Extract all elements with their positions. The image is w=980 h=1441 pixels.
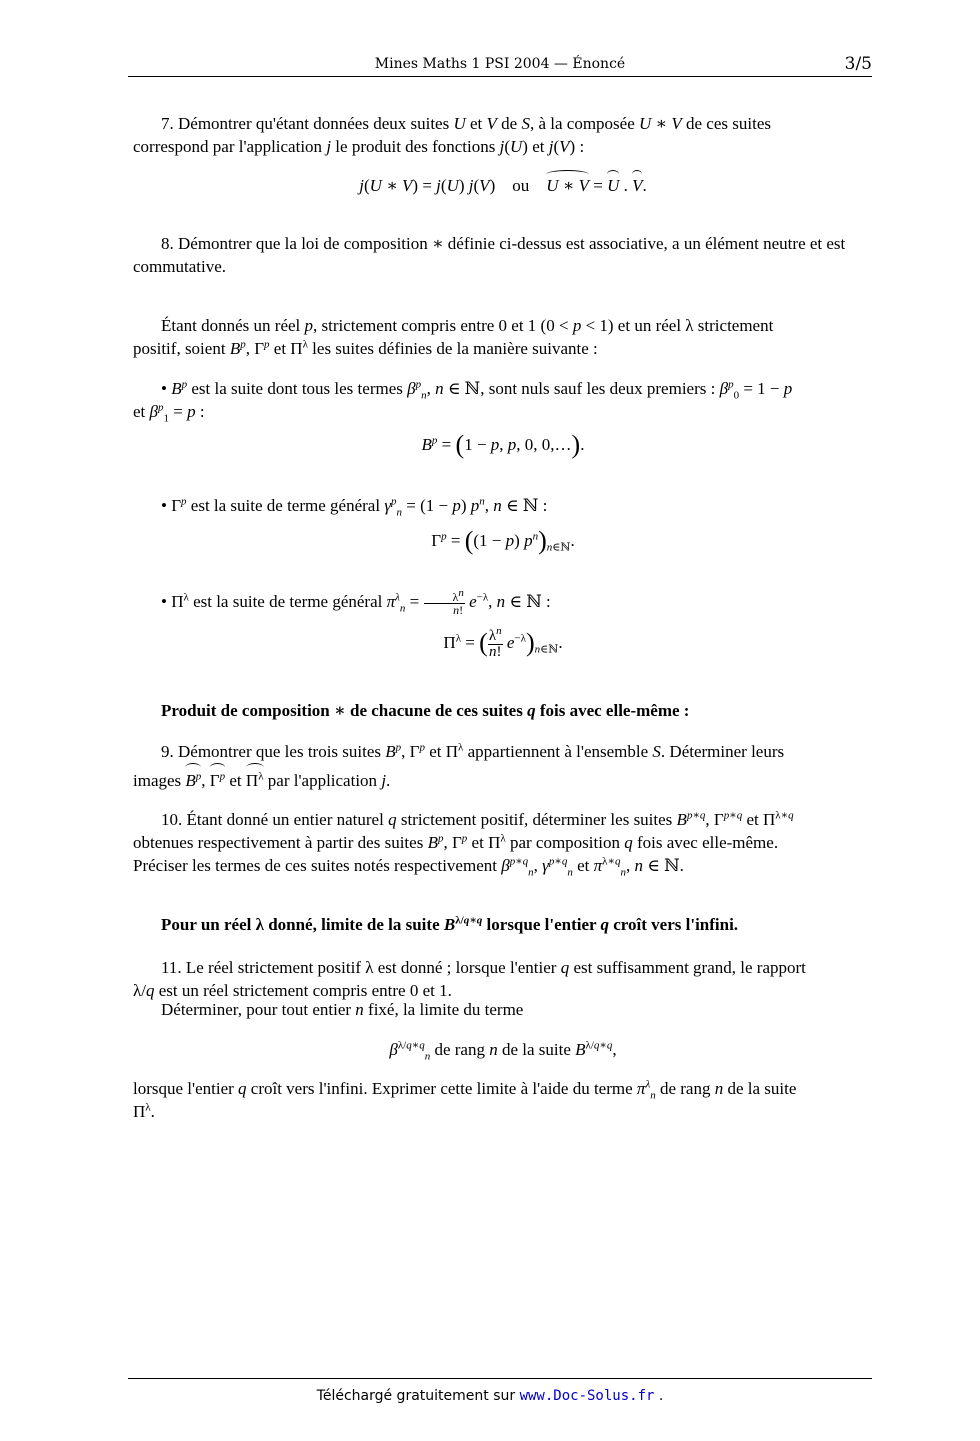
footer-link[interactable]: www.Doc-Solus.fr (519, 1388, 655, 1404)
question-11-line5: $\Pi^\lambda$. (133, 1101, 155, 1121)
question-8: 8. Démontrer que la loi de composition ∗ définie ci-dessus est associative, a un élément neutre et est commutative. (133, 234, 846, 276)
question-11: 11. Le réel strictement positif λ est donné ; lorsque l'entier q est suffisamment grand, le rapport (161, 958, 806, 977)
formula-11: $\beta^{\lambda/q∗q}_n$ de rang n de la suite $B^{\lambda/q∗q}$, (389, 1039, 617, 1063)
question-11-line3: Déterminer, pour tout entier n fixé, la limite du terme (161, 1000, 524, 1019)
page-header (128, 54, 872, 77)
question-7-line2: correspond par l'application j le produit des fonctions j(U) et j(V) : (133, 137, 585, 156)
question-9-line2: images $B^p$, $\Gamma^p$ et $\Pi^\lambda$ par l'application j. (133, 770, 391, 790)
question-9: 9. Démontrer que les trois suites $B^p$, $\Gamma^p$ et $\Pi^\lambda$ appartiennent à l'ensemble S. Déterminer leurs (161, 741, 785, 761)
question-10-line3: Préciser les termes de ces suites notés respectivement $\beta^{p∗q}_n$, $\gamma^{p∗q}_n$ et $\pi^{\lambda∗q}_n$, n ∈ ℕ. (133, 855, 684, 879)
bullet-bp-line2: et $\beta^p_1 = p$ : (133, 401, 205, 425)
section-heading-composition: Produit de composition ∗ de chacune de ces suites q fois avec elle-même : (161, 701, 690, 720)
bullet-bp: • $B^p$ est la suite dont tous les termes $\beta^p_n$, n ∈ ℕ, sont nuls sauf les deux premiers : $\beta^p_0 = 1 - p$ (161, 378, 793, 402)
question-7: 7. Démontrer qu'étant données deux suites U et V de S, à la composée U ∗ V de ces suites (161, 114, 771, 133)
header-title: Mines Maths 1 PSI 2004 — Énoncé (374, 56, 626, 72)
bullet-gamma: • $\Gamma^p$ est la suite de terme général $\gamma^p_n = (1 - p)$ $p^n$, n ∈ ℕ : (161, 495, 548, 519)
page-footer (0, 1388, 980, 1404)
formula-7: j(U ∗ V) = j(U) j(V) ou U ∗ V = U . V. (359, 176, 647, 195)
formula-pi: $\Pi^\lambda$ = ( $\frac{\lambda^n}{n!}$ $e^{-\lambda})_{n\in ℕ}$. (443, 624, 563, 660)
question-11-line2: λ/q est un réel strictement compris entre 0 et 1. (133, 981, 452, 1000)
footer-end: . (654, 1388, 664, 1404)
intro-paragraph: Étant donnés un réel p, strictement compris entre 0 et 1 (0 < p < 1) et un réel λ strictement (161, 316, 774, 335)
question-11-line4: lorsque l'entier q croît vers l'infini. Exprimer cette limite à l'aide du terme $\pi^\lambda_n$ de rang n de la suite (133, 1078, 797, 1102)
bullet-pi: • $\Pi^\lambda$ est la suite de terme général $\pi^\lambda_n$ = $\frac{\lambda^n}{n!}$ $e^{-\lambda}$, n ∈ ℕ : (161, 586, 551, 617)
header-page-number: 3/5 (844, 54, 872, 74)
intro-paragraph-line2: positif, soient $B^p$, $\Gamma^p$ et $\Pi^\lambda$ les suites définies de la manière suivante : (133, 338, 598, 358)
formula-bp: $B^p = (1 - p$, p, 0, 0,…). (421, 430, 585, 459)
formula-gamma: $\Gamma^p = ((1 - p)$ $p^n)_{n\in ℕ}$. (431, 526, 575, 555)
question-10: 10. Étant donné un entier naturel q strictement positif, déterminer les suites $B^{p∗q}$, $\Gamma^{p∗q}$ et $\Pi^{\lambda∗q}$ (161, 809, 794, 829)
footer-rule (128, 1378, 872, 1379)
question-10-line2: obtenues respectivement à partir des suites $B^p$, $\Gamma^p$ et $\Pi^\lambda$ par composition q fois avec elle-même. (133, 832, 779, 852)
section-heading-limit: Pour un réel λ donné, limite de la suite $B^{\lambda/q∗q}$ lorsque l'entier q croît vers l'infini. (161, 914, 739, 934)
footer-text: Téléchargé gratuitement sur (316, 1388, 520, 1404)
